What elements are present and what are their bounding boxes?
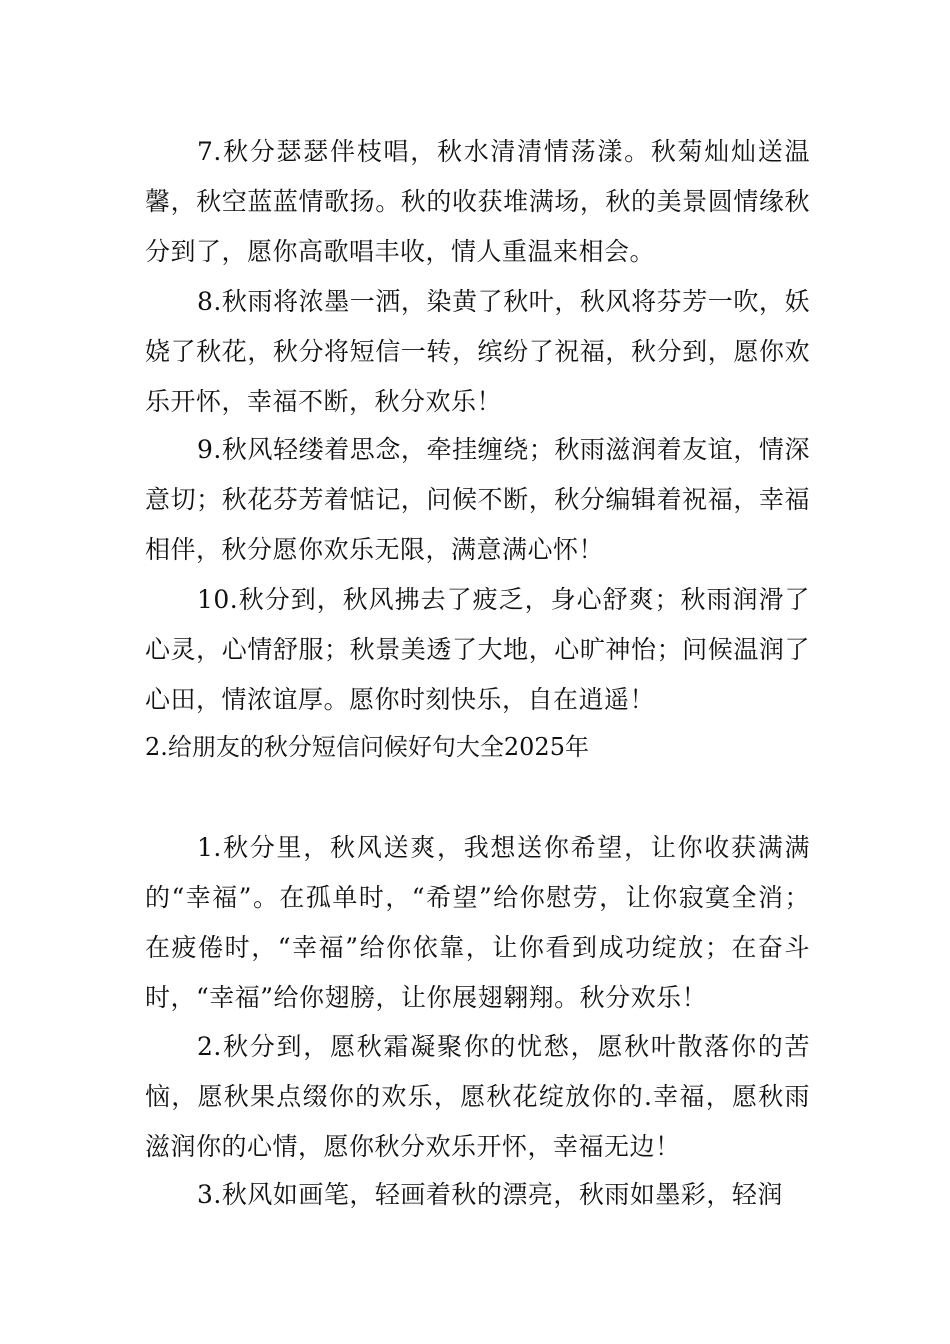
paragraph-item-1: 1.秋分里，秋风送爽，我想送你希望，让你收获满满的“幸福”。在孤单时，“希望”给你慰劳，让你寂寞全消；在疲倦时，“幸福”给你依靠，让你看到成功绽放；在奋斗时，“幸福”给你翅膀，让你展翅翱翔。秋分欢乐！ xyxy=(145,833,810,1012)
paragraph-item-3: 3.秋风如画笔，轻画着秋的漂亮，秋雨如墨彩，轻润 xyxy=(197,1180,783,1209)
paragraph-item-9: 9.秋风轻缕着思念，牵挂缠绕；秋雨滋润着友谊，情深意切；秋花芬芳着惦记，问候不断，秋分编辑着祝福，幸福相伴，秋分愿你欢乐无限，满意满心怀！ xyxy=(145,435,810,564)
paragraph-item-7: 7.秋分瑟瑟伴枝唱，秋水清清情荡漾。秋菊灿灿送温馨，秋空蓝蓝情歌扬。秋的收获堆满场，秋的美景圆情缘秋分到了，愿你高歌唱丰收，情人重温来相会。 xyxy=(145,137,810,266)
paragraph-item-2: 2.秋分到，愿秋霜凝聚你的忧愁，愿秋叶散落你的苦恼，愿秋果点缀你的欢乐，愿秋花绽放你的.幸福，愿秋雨滋润你的心情，愿你秋分欢乐开怀，幸福无边！ xyxy=(145,1032,810,1161)
paragraph-item-8: 8.秋雨将浓墨一洒，染黄了秋叶，秋风将芬芳一吹，妖娆了秋花，秋分将短信一转，缤纷了祝福，秋分到，愿你欢乐开怀，幸福不断，秋分欢乐！ xyxy=(145,287,810,416)
section-heading: 2.给朋友的秋分短信问候好句大全2025年 xyxy=(145,733,589,761)
paragraph-item-10: 10.秋分到，秋风拂去了疲乏，身心舒爽；秋雨润滑了心灵，心情舒服；秋景美透了大地，心旷神怡；问候温润了心田，情浓谊厚。愿你时刻快乐，自在逍遥！ xyxy=(145,585,810,714)
